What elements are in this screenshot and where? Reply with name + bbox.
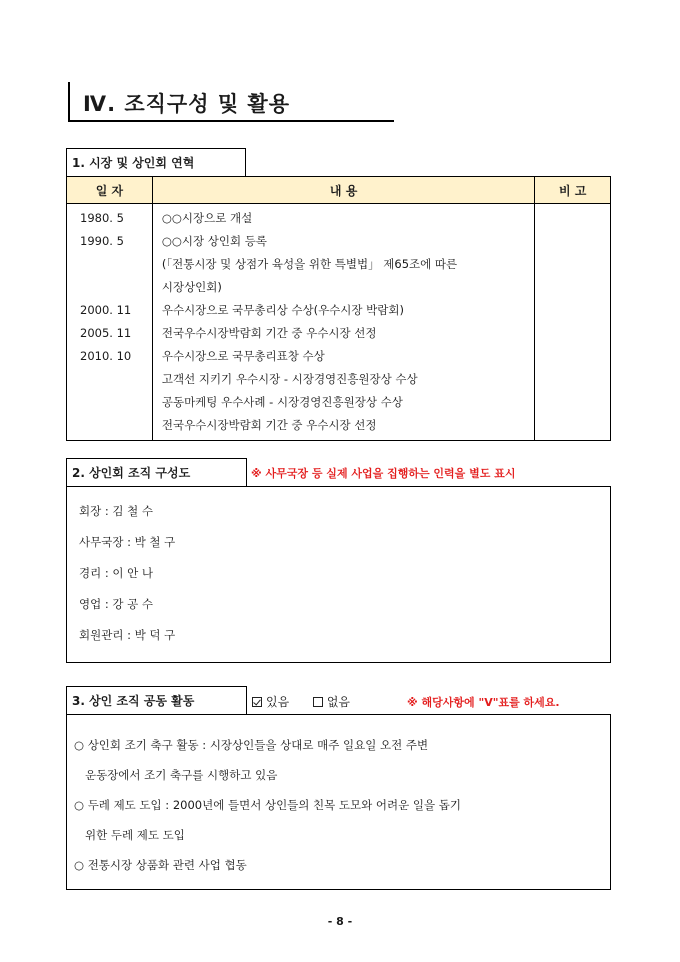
history-content: 공동마케팅 우수사례 - 시장경영진흥원장상 수상 — [161, 395, 403, 409]
checked-checkbox-icon[interactable] — [252, 697, 262, 707]
section2-heading-box — [66, 458, 247, 487]
activities-box — [66, 714, 611, 890]
history-date: 1980. 5 — [80, 211, 124, 225]
column-note: 비 고 — [535, 177, 611, 204]
activity-line: 운동장에서 조기 축구를 시행하고 있음 — [74, 768, 278, 782]
section2-heading: 2. 상인회 조직 구성도 — [72, 466, 191, 480]
history-content: 고객선 지키기 우수시장 - 시장경영진흥원장상 수상 — [161, 372, 418, 386]
page-title-box — [68, 82, 394, 122]
note-column-cell — [535, 204, 611, 441]
history-table — [66, 176, 611, 441]
history-date — [67, 276, 152, 299]
content-column-cell — [152, 204, 535, 441]
column-date: 일 자 — [67, 177, 153, 204]
member-line: 회원관리 : 박 덕 구 — [79, 628, 176, 642]
page-title: Ⅳ. 조직구성 및 활용 — [83, 92, 290, 116]
history-date: 1990. 5 — [80, 234, 124, 248]
member-line: 사무국장 : 박 철 구 — [79, 535, 176, 549]
history-date — [67, 391, 152, 414]
page-number: - 8 - — [327, 915, 353, 928]
history-date — [67, 253, 152, 276]
member-line: 회장 : 김 철 수 — [79, 504, 154, 518]
unchecked-checkbox-icon[interactable] — [313, 697, 323, 707]
column-content: 내 용 — [152, 177, 535, 204]
history-date — [67, 414, 152, 437]
history-date: 2010. 10 — [80, 349, 132, 363]
member-line: 영업 : 강 공 수 — [79, 597, 154, 611]
activity-line: ○ 두레 제도 도입 : 2000년에 들면서 상인들의 친목 도모와 어려운 일을 돕기 — [74, 798, 461, 812]
activity-options — [252, 693, 350, 710]
section3-heading: 3. 상인 조직 공동 활동 — [72, 694, 195, 708]
history-content: ○○시장으로 개설 — [161, 211, 253, 225]
history-content: ○○시장 상인회 등록 — [161, 234, 268, 248]
section3-heading-box — [66, 686, 247, 715]
history-content: 시장상인회) — [161, 280, 222, 294]
history-table-body — [67, 204, 611, 441]
option-yes-label: 있음 — [266, 695, 290, 709]
activity-line: ○ 전통시장 상품화 관련 사업 협동 — [74, 858, 247, 872]
history-date — [67, 368, 152, 391]
section1-heading: 1. 시장 및 상인회 연혁 — [72, 156, 195, 170]
history-date: 2000. 11 — [80, 303, 132, 317]
date-column-cell — [67, 204, 153, 441]
option-no-label: 없음 — [326, 695, 351, 709]
history-content: 우수시장으로 국무총리표창 수상 — [161, 349, 325, 363]
section1-heading-box — [66, 148, 246, 177]
activity-line: 위한 두레 제도 도입 — [74, 828, 185, 842]
activity-line: ○ 상인회 조기 축구 활동 : 시장상인들을 상대로 매주 일요일 오전 주변 — [74, 738, 429, 752]
member-line: 경리 : 이 안 나 — [79, 566, 154, 580]
section2-note: ※ 사무국장 등 실제 사업을 집행하는 인력을 별도 표시 — [251, 467, 516, 480]
history-table-header — [67, 177, 611, 204]
history-content: 전국우수시장박람회 기간 중 우수시장 선정 — [161, 326, 377, 340]
organization-box — [66, 486, 611, 663]
history-content: (「전통시장 및 상점가 육성을 위한 특별법」 제65조에 따른 — [161, 257, 458, 271]
section3-note: ※ 해당사항에 "V"표를 하세요. — [407, 696, 560, 709]
history-date: 2005. 11 — [80, 326, 132, 340]
history-content: 우수시장으로 국무총리상 수상(우수시장 박람회) — [161, 303, 404, 317]
history-content: 전국우수시장박람회 기간 중 우수시장 선정 — [161, 418, 377, 432]
